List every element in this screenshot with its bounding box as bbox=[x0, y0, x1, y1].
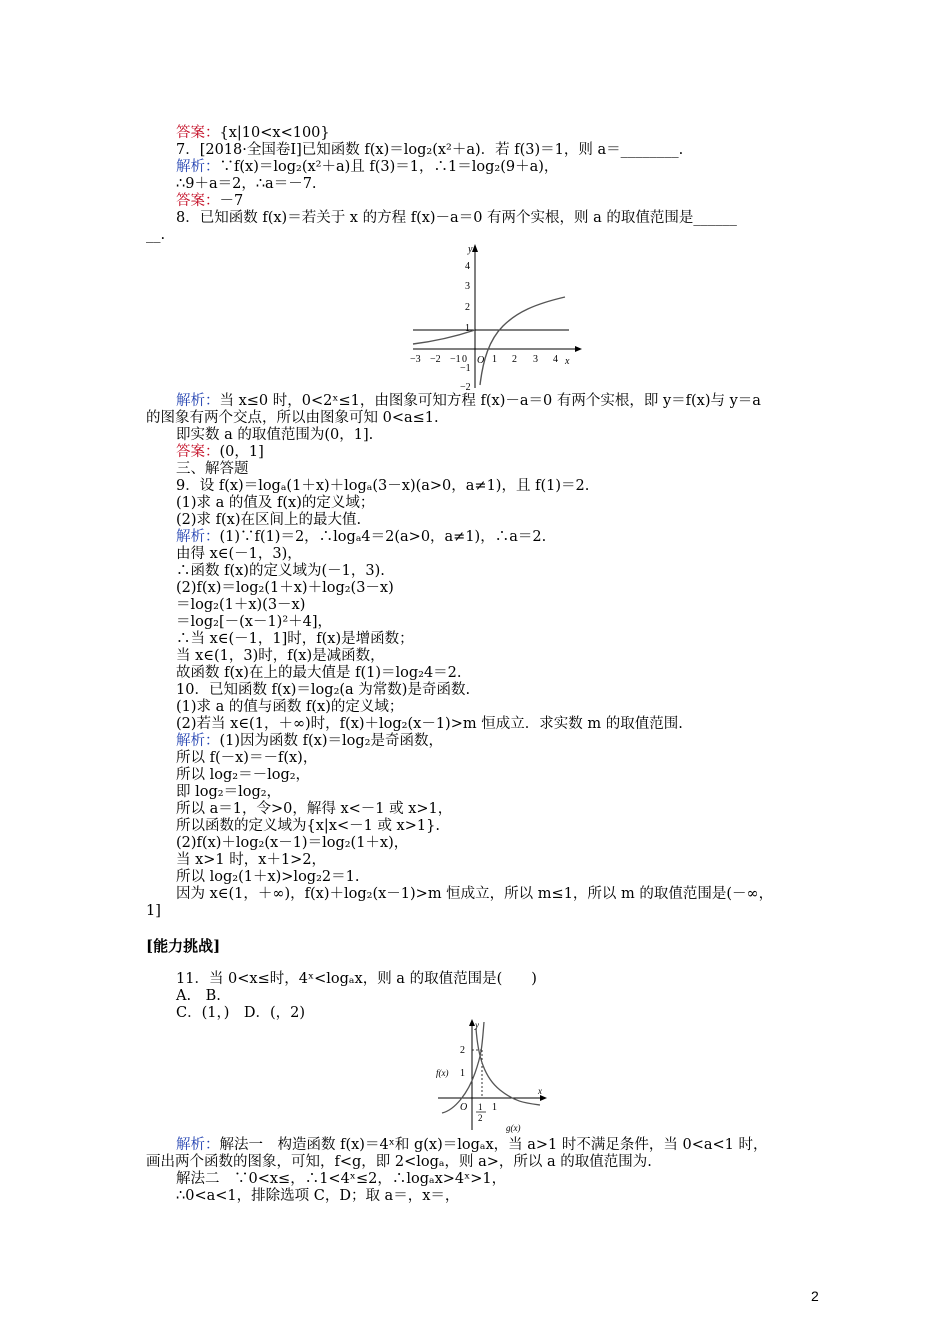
text-line bbox=[176, 665, 462, 682]
line-label: 答案： bbox=[176, 193, 220, 209]
text-line bbox=[176, 478, 589, 495]
graph2-ytick-2: 2 bbox=[460, 1045, 465, 1056]
text-line bbox=[176, 444, 264, 461]
line-text: (1)求 a 的值及 f(x)的定义域； bbox=[176, 495, 375, 511]
text-line bbox=[176, 495, 374, 512]
text-line bbox=[176, 767, 310, 784]
text-line bbox=[176, 597, 305, 614]
text-line bbox=[176, 159, 558, 176]
line-label: 解析： bbox=[176, 159, 220, 175]
line-text: 当 x∈(1，3)时，f(x)是减函数， bbox=[176, 648, 385, 664]
line-text: ∴0<a<1，排除选项 C，D；取 a＝，x＝， bbox=[176, 1188, 460, 1204]
line-text: 当 x≤0 时，0<2ˣ≤1，由图象可知方程 f(x)－a＝0 有两个实根，即 y＝f(x)与 y＝a bbox=[219, 393, 761, 409]
graph1-xtick-4: 4 bbox=[553, 354, 558, 365]
text-line bbox=[176, 393, 761, 410]
graph1-origin: O bbox=[477, 355, 485, 366]
graph2-origin: O bbox=[460, 1102, 468, 1113]
graph1-xtick-neg3: −3 bbox=[410, 354, 421, 365]
text-line bbox=[176, 716, 683, 733]
line-text: 画出两个函数的图象，可知，f<g，即 2<logₐ，则 a>，所以 a 的取值范围为. bbox=[146, 1154, 652, 1170]
graph2-y-label: y bbox=[475, 1020, 479, 1030]
text-line bbox=[176, 614, 332, 631]
graph2-half-num: 1 bbox=[478, 1102, 483, 1112]
line-text: 所以 f(－x)＝－f(x)， bbox=[176, 750, 318, 766]
line-text: 8．已知函数 f(x)＝若关于 x 的方程 f(x)－a＝0 有两个实根，则 a 的取值范围是______ bbox=[176, 210, 737, 226]
text-line bbox=[176, 750, 317, 767]
text-line bbox=[176, 546, 302, 563]
line-text: (1)求 a 的值与函数 f(x)的定义域； bbox=[176, 699, 404, 715]
line-text: 因为 x∈(1，＋∞)，f(x)＋log₂(x－1)>m 恒成立，所以 m≤1，所以 m 的取值范围是(－∞， bbox=[176, 886, 774, 902]
line-text: (1)∵f(1)＝2，∴logₐ4＝2(a>0，a≠1)，∴a＝2. bbox=[219, 529, 547, 545]
line-text: ∴当 x∈(－1，1]时，f(x)是增函数； bbox=[176, 631, 414, 647]
text-line bbox=[176, 427, 373, 444]
graph1-xtick-1: 1 bbox=[492, 354, 497, 365]
line-text: (2)f(x)＝log₂(1＋x)＋log₂(3－x) bbox=[176, 580, 394, 596]
line-label: 答案： bbox=[176, 444, 220, 460]
line-text: {x|10<x<100} bbox=[219, 125, 330, 141]
line-text: 10．已知函数 f(x)＝log₂(a 为常数)是奇函数. bbox=[176, 682, 471, 698]
line-text: (0，1] bbox=[219, 444, 264, 460]
graph1-ytick-neg2: −2 bbox=[460, 382, 471, 392]
graph1-xtick-neg2: −2 bbox=[430, 354, 441, 365]
text-line bbox=[176, 563, 385, 580]
line-text: 当 x>1 时，x＋1>2， bbox=[176, 852, 327, 868]
text-line bbox=[176, 699, 403, 716]
text-line bbox=[176, 682, 470, 699]
text-line bbox=[176, 852, 326, 869]
line-text: 即 log₂＝log₂， bbox=[176, 784, 282, 800]
graph2-ytick-1: 1 bbox=[460, 1068, 465, 1079]
graph1-xtick-0: 0 bbox=[462, 354, 467, 365]
graph1-ytick-4: 4 bbox=[465, 261, 470, 272]
section-heading bbox=[146, 938, 220, 956]
line-text: 解法一 构造函数 f(x)＝4ˣ和 g(x)＝logₐx，当 a>1 时不满足条件，当 0<a<1 时， bbox=[219, 1137, 768, 1153]
text-line bbox=[176, 818, 440, 835]
line-text: 三、解答题 bbox=[176, 461, 249, 477]
line-label: 解析： bbox=[176, 733, 220, 749]
four-power-vs-log-graph bbox=[430, 1018, 550, 1136]
text-line bbox=[176, 971, 537, 988]
line-text: 所以 log₂＝－log₂， bbox=[176, 767, 311, 783]
graph2-f-label: f(x) bbox=[436, 1068, 449, 1078]
line-text: 故函数 f(x)在上的最大值是 f(1)＝log₂4＝2. bbox=[176, 665, 462, 681]
graph1-ytick-2: 2 bbox=[465, 302, 470, 313]
text-line bbox=[176, 512, 361, 529]
line-text: __. bbox=[146, 227, 166, 243]
text-line bbox=[146, 1154, 652, 1171]
line-text: (2)若当 x∈(1，＋∞)时，f(x)＋log₂(x－1)>m 恒成立．求实数 m 的取值范围. bbox=[176, 716, 683, 732]
text-line bbox=[176, 580, 394, 597]
text-line bbox=[176, 1188, 459, 1205]
graph2-x-label: x bbox=[538, 1086, 542, 1096]
line-text: ∴9＋a＝2，∴a＝－7. bbox=[176, 176, 317, 192]
line-text: 即实数 a 的取值范围为(0，1]. bbox=[176, 427, 374, 443]
line-text: 11．当 0<x≤时，4ˣ<logₐx，则 a 的取值范围是( ) bbox=[176, 971, 537, 987]
line-label: 解析： bbox=[176, 529, 220, 545]
graph1-x-label: x bbox=[565, 356, 570, 367]
line-text: (2)f(x)＋log₂(x－1)＝log₂(1＋x)， bbox=[176, 835, 409, 851]
line-text: 1] bbox=[146, 903, 161, 919]
graph1-y-label: y bbox=[468, 244, 473, 255]
text-line bbox=[176, 1137, 768, 1154]
line-text: 7．[2018·全国卷Ⅰ]已知函数 f(x)＝log₂(x²＋a)．若 f(3)＝1，则 a＝________. bbox=[176, 142, 684, 158]
line-text: A. B. bbox=[176, 988, 221, 1004]
graph2-g-label: g(x) bbox=[506, 1123, 521, 1133]
graph1-xtick-2: 2 bbox=[512, 354, 517, 365]
line-text: 解法二 ∵0<x≤，∴1<4ˣ≤2，∴logₐx>4ˣ>1， bbox=[176, 1171, 507, 1187]
graph1-xtick-3: 3 bbox=[533, 354, 538, 365]
text-line bbox=[176, 142, 683, 159]
line-text: ∴函数 f(x)的定义域为(－1，3). bbox=[176, 563, 385, 579]
line-text: 所以 a＝1，令>0，解得 x<－1 或 x>1， bbox=[176, 801, 453, 817]
text-line bbox=[176, 461, 249, 478]
page-number: 2 bbox=[811, 1288, 819, 1304]
text-line bbox=[176, 648, 385, 665]
text-line bbox=[176, 1005, 305, 1022]
line-text: 所以函数的定义域为{x|x<－1 或 x>1}. bbox=[176, 818, 440, 834]
line-text: 9．设 f(x)＝logₐ(1＋x)＋logₐ(3－x)(a>0，a≠1)，且 f(1)＝2. bbox=[176, 478, 590, 494]
text-line bbox=[176, 784, 281, 801]
graph1-ytick-3: 3 bbox=[465, 281, 470, 292]
line-label: 解析： bbox=[176, 1137, 220, 1153]
line-text: －7 bbox=[219, 193, 244, 209]
text-line bbox=[176, 193, 243, 210]
line-text: ＝log₂(1＋x)(3－x) bbox=[176, 597, 306, 613]
line-text: 所以 log₂(1＋x)>log₂2＝1. bbox=[176, 869, 360, 885]
text-line bbox=[176, 869, 359, 886]
graph1-ytick-neg1: −1 bbox=[460, 363, 471, 374]
text-line bbox=[176, 733, 443, 750]
line-text: (2)求 f(x)在区间上的最大值. bbox=[176, 512, 362, 528]
exponential-log-graph bbox=[405, 240, 585, 392]
text-line bbox=[176, 835, 408, 852]
text-line bbox=[146, 410, 439, 427]
text-line bbox=[176, 886, 773, 903]
text-line bbox=[176, 988, 221, 1005]
text-line bbox=[176, 801, 452, 818]
line-text: C．(1，) D．(，2) bbox=[176, 1005, 306, 1021]
graph2-xtick-1: 1 bbox=[492, 1102, 497, 1113]
line-text: 的图象有两个交点，所以由图象可知 0<a≤1. bbox=[146, 410, 439, 426]
graph2-half-den: 2 bbox=[478, 1113, 483, 1123]
line-text: ＝log₂[－(x－1)²＋4]， bbox=[176, 614, 333, 630]
line-text: 由得 x∈(－1，3)， bbox=[176, 546, 302, 562]
line-text: [能力挑战] bbox=[146, 937, 221, 955]
text-line bbox=[146, 227, 165, 244]
text-line bbox=[146, 903, 161, 920]
text-line bbox=[176, 631, 414, 648]
text-line bbox=[176, 210, 737, 227]
text-line bbox=[176, 176, 317, 193]
text-line bbox=[176, 529, 546, 546]
graph1-ytick-1: 1 bbox=[465, 323, 470, 334]
graph1-xtick-neg1: −1 bbox=[450, 354, 461, 365]
line-text: ∵f(x)＝log₂(x²＋a)且 f(3)＝1，∴1＝log₂(9＋a)， bbox=[219, 159, 559, 175]
text-line bbox=[176, 1171, 506, 1188]
line-label: 解析： bbox=[176, 393, 220, 409]
text-line bbox=[176, 125, 330, 142]
line-text: (1)因为函数 f(x)＝log₂是奇函数， bbox=[219, 733, 443, 749]
line-label: 答案： bbox=[176, 125, 220, 141]
